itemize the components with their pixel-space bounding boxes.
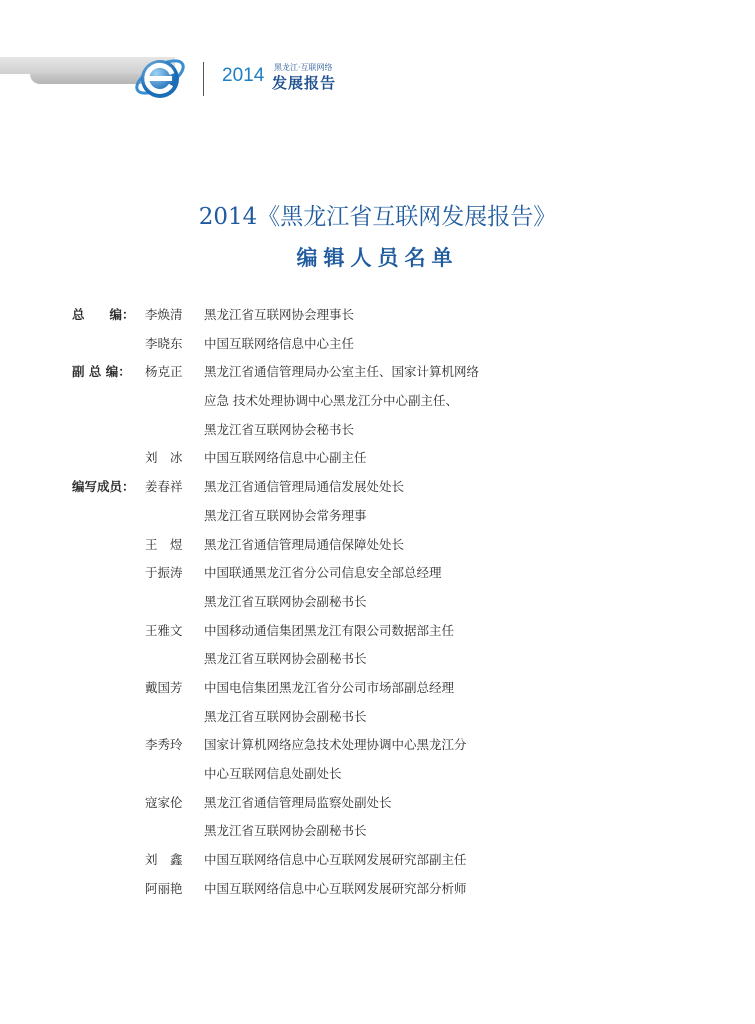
roster-description: 黑龙江省互联网协会副秘书长: [204, 823, 367, 839]
roster-name: 李焕清: [145, 307, 183, 322]
roster-name: 刘 鑫: [145, 852, 183, 868]
roster-role: 总 编：: [72, 307, 135, 322]
roster-name: 李秀玲: [145, 737, 183, 753]
roster-description: 黑龙江省互联网协会副秘书长: [204, 651, 367, 667]
roster-role: 编写成员：: [72, 479, 135, 495]
roster-description: 中心互联网信息处副处长: [204, 766, 342, 781]
document-title: 2014《黑龙江省互联网发展报告》: [198, 204, 557, 230]
roster-name: 王雅文: [145, 622, 183, 638]
e-logo-icon: [133, 50, 187, 104]
roster-description: 黑龙江省通信管理局通信保障处处长: [204, 536, 405, 552]
roster-description: 中国互联网络信息中心副主任: [204, 450, 367, 466]
roster-name: 戴国芳: [145, 679, 183, 695]
roster-description: 黑龙江省互联网协会副秘书长: [204, 708, 367, 724]
roster-description: 黑龙江省互联网协会常务理事: [204, 507, 367, 523]
logo-title: 发展报告: [272, 74, 337, 92]
roster-description: 中国互联网络信息中心互联网发展研究部副主任: [204, 852, 467, 868]
document-subtitle: 编辑人员名单: [296, 245, 459, 270]
logo-year: 2014: [222, 65, 265, 86]
logo-subtitle: 黑龙江·互联网络: [274, 63, 333, 72]
roster-description: 中国互联网络信息中心互联网发展研究部分析师: [204, 880, 467, 896]
roster-name: 杨克正: [145, 364, 183, 380]
roster-description: 中国互联网络信息中心主任: [204, 335, 355, 351]
roster-name: 李晓东: [145, 335, 183, 351]
roster-name: 刘 冰: [145, 450, 183, 466]
roster-description: 黑龙江省通信管理局办公室主任、国家计算机网络: [204, 364, 480, 380]
roster-name: 阿丽艳: [145, 880, 183, 896]
roster-description: 国家计算机网络应急技术处理协调中心黑龙江分: [204, 737, 467, 753]
roster-description: 黑龙江省互联网协会理事长: [204, 307, 355, 322]
roster-name: 寇家伦: [145, 794, 183, 810]
roster-description: 中国联通黑龙江省分公司信息安全部总经理: [204, 565, 442, 581]
roster-description: 黑龙江省通信管理局通信发展处处长: [204, 479, 405, 495]
roster-name: 姜春祥: [145, 479, 183, 495]
roster-name: 王 煜: [145, 536, 183, 552]
header-divider: [203, 62, 204, 96]
roster-description: 黑龙江省通信管理局监察处副处长: [204, 794, 392, 810]
roster-description: 中国移动通信集团黑龙江有限公司数据部主任: [204, 622, 455, 638]
roster-description: 应急 技术处理协调中心黑龙江分中心副主任、: [204, 393, 458, 409]
roster-description: 中国电信集团黑龙江省分公司市场部副总经理: [204, 679, 455, 695]
roster-description: 黑龙江省互联网协会副秘书长: [204, 593, 367, 609]
roster-role: 副 总 编：: [72, 364, 131, 380]
roster-name: 于振涛: [145, 565, 183, 581]
roster-description: 黑龙江省互联网协会秘书长: [204, 421, 355, 437]
